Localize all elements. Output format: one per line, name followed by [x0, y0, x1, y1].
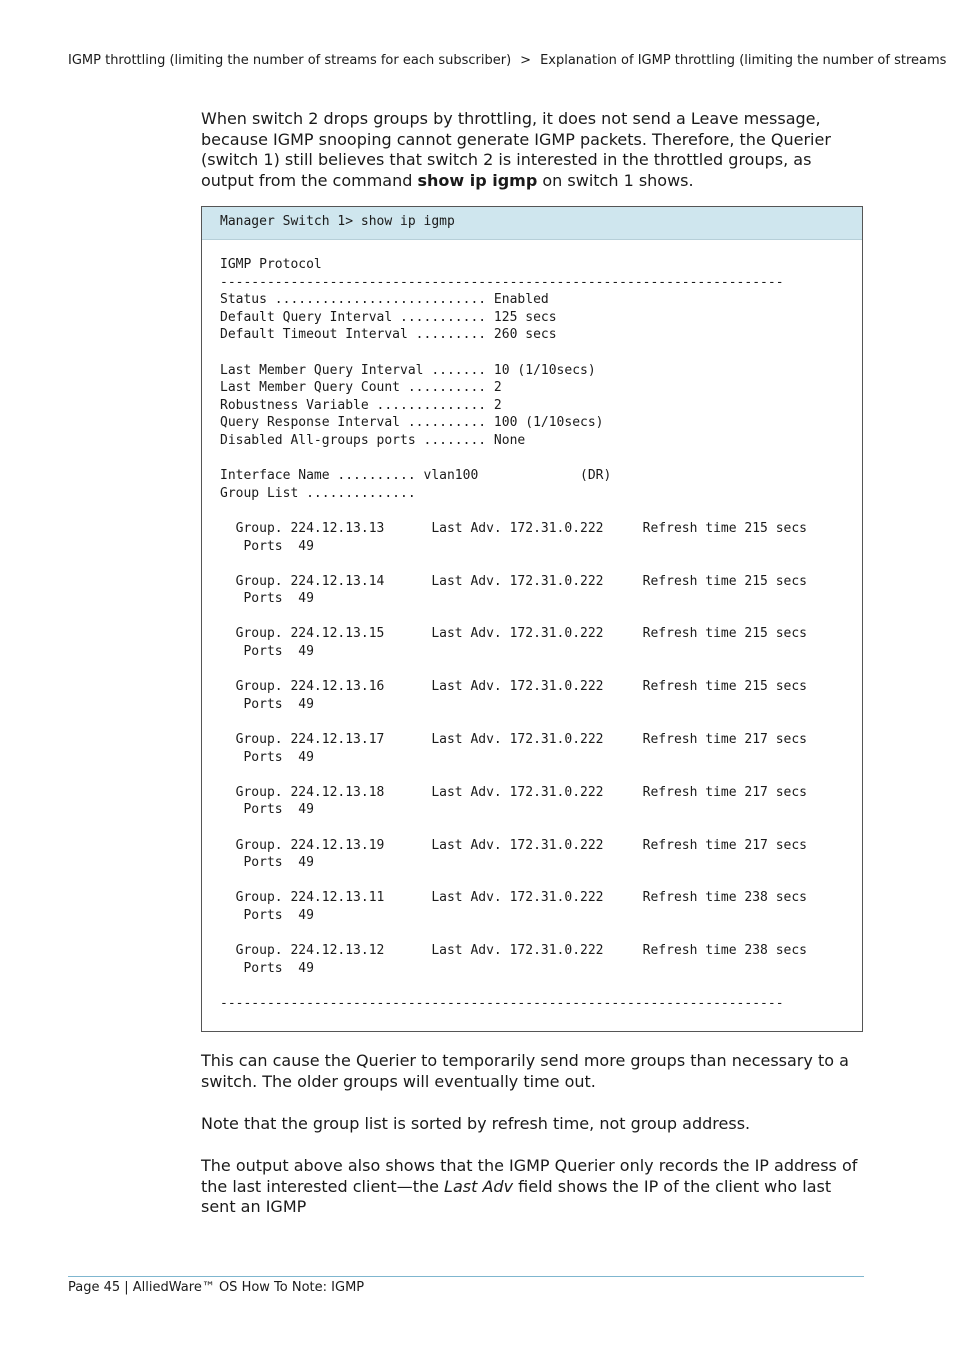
intro-text: When switch 2 drops groups by throttling, it does not send a Leave message, because IGMP snooping cannot generate IGMP packets. Therefore, the Querier (switch 1) still believes that switch 2 is interested in the throttled groups, as output from the command	[201, 109, 831, 190]
breadcrumb	[68, 53, 947, 68]
paragraph-text-end: field shows the IP of the client who last sent an IGMP	[201, 1176, 832, 1216]
page-footer: Page 45 | AlliedWare™ OS How To Note: IGMP	[68, 1280, 365, 1295]
code-output: IGMP Protocol ------------------------------------------------------------------------ Status ........................... Enabled Default Query Interval ........... 125 secs Default Timeout Interval ......... 260 secs Last Member Query Interval ....... 10 (1/10secs) Last Member Query Count .......... 2 Robustness Variable .............. 2 Query Response Interval .......... 100 (1/10secs) Disabled All-groups ports ........ None Interface Name .......... vlan100 (DR) Group List .............. Group. 224.12.13.13 Last Adv. 172.31.0.222 Refresh time 215 secs Ports 49 Group. 224.12.13.14 Last Adv. 172.31.0.222 Refresh time 215 secs Ports 49 Group. 224.12.13.15 Last Adv. 172.31.0.222 Refresh time 215 secs Ports 49 Group. 224.12.13.16 Last Adv. 172.31.0.222 Refresh time 215 secs Ports 49 Group. 224.12.13.17 Last Adv. 172.31.0.222 Refresh time 217 secs Ports 49 Group. 224.12.13.18 Last Adv. 172.31.0.222 Refresh time 217 secs Ports 49 Group. 224.12.13.19 Last Adv. 172.31.0.222 Refresh time 217 secs Ports 49 Group. 224.12.13.11 Last Adv. 172.31.0.222 Refresh time 238 secs Ports 49 Group. 224.12.13.12 Last Adv. 172.31.0.222 Refresh time 238 secs Ports 49 ------------------------------------------------------------------------	[220, 257, 807, 1011]
code-block	[201, 206, 863, 1032]
intro-paragraph	[201, 109, 863, 191]
paragraph-last-adv	[201, 1156, 863, 1218]
breadcrumb-item-section: IGMP throttling (limiting the number of streams for each subscriber)	[68, 53, 512, 68]
paragraph-text: The output above also shows that the IGMP Querier only records the IP address of the last interested client—the	[201, 1156, 858, 1196]
breadcrumb-item-subsection: Explanation of IGMP throttling (limiting the number of streams	[540, 53, 947, 68]
paragraph-sort-note: Note that the group list is sorted by refresh time, not group address.	[201, 1114, 751, 1133]
intro-text-end: on switch 1 shows.	[537, 170, 694, 190]
breadcrumb-separator: >	[520, 53, 532, 68]
footer-divider	[68, 1276, 864, 1277]
command-name: show ip igmp	[417, 170, 538, 190]
field-name: Last Adv	[444, 1176, 514, 1196]
paragraph-querier: This can cause the Querier to temporarily send more groups than necessary to a switch. The older groups will eventually time out.	[201, 1051, 849, 1091]
code-command-line: Manager Switch 1> show ip igmp	[202, 207, 862, 240]
